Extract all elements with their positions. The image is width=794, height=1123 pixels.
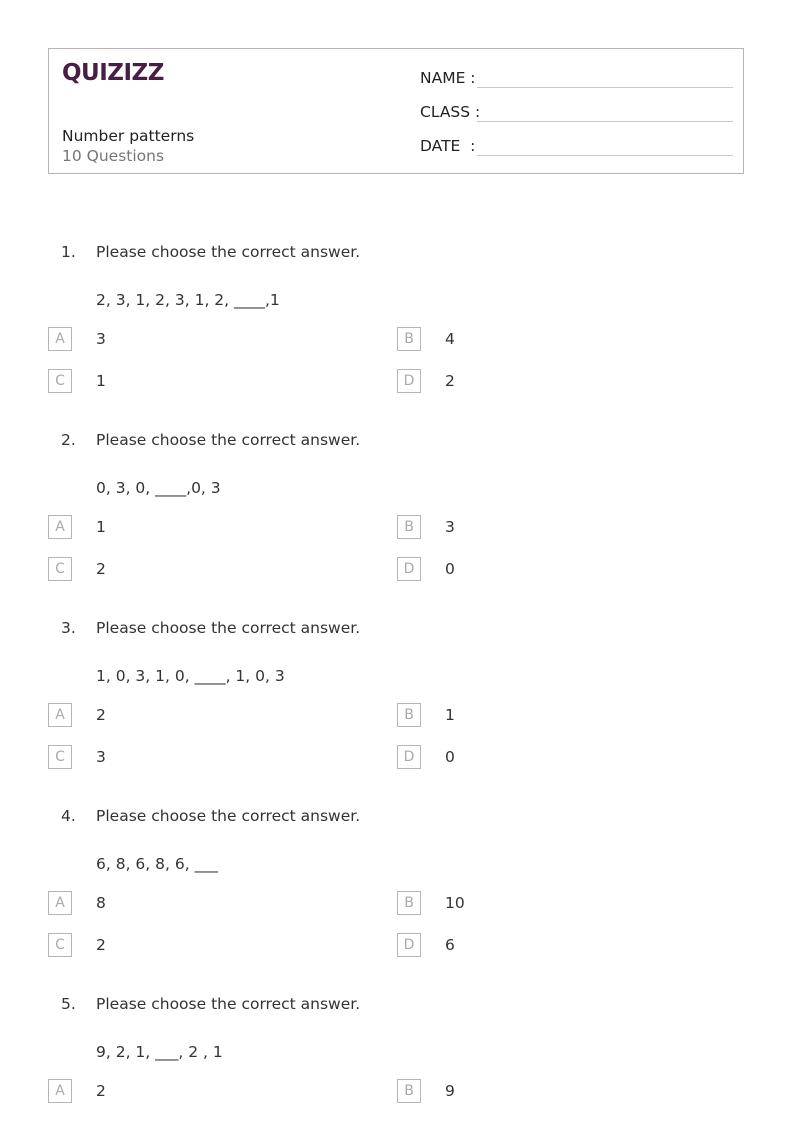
option-letter-box[interactable]: B	[397, 891, 421, 915]
option-a[interactable]	[48, 327, 348, 351]
quizizz-logo: QUIZIZZ	[62, 60, 164, 86]
option-letter-box[interactable]: B	[397, 703, 421, 727]
option-text: 2	[96, 936, 106, 954]
option-text: 1	[96, 372, 106, 390]
question-number: 2.	[61, 431, 76, 449]
option-text: 9	[445, 1082, 455, 1100]
question-prompt: Please choose the correct answer.	[96, 995, 361, 1013]
question-1	[0, 242, 794, 430]
option-d[interactable]	[397, 557, 697, 581]
class-line[interactable]	[477, 121, 733, 122]
option-a[interactable]	[48, 515, 348, 539]
date-line[interactable]	[477, 155, 733, 156]
class-field[interactable]	[420, 102, 733, 124]
question-sequence: 6, 8, 6, 8, 6, ___	[96, 855, 218, 873]
option-letter-box[interactable]: A	[48, 891, 72, 915]
option-c[interactable]	[48, 557, 348, 581]
option-letter-box[interactable]: B	[397, 515, 421, 539]
question-sequence: 0, 3, 0, ____,0, 3	[96, 479, 221, 497]
question-number: 3.	[61, 619, 76, 637]
question-number: 1.	[61, 243, 76, 261]
option-c[interactable]	[48, 745, 348, 769]
option-b[interactable]	[397, 515, 697, 539]
question-2	[0, 430, 794, 618]
option-text: 2	[96, 706, 106, 724]
option-text: 10	[445, 894, 465, 912]
option-letter-box[interactable]: B	[397, 1079, 421, 1103]
option-letter-box[interactable]: D	[397, 557, 421, 581]
worksheet-header	[48, 48, 744, 174]
question-prompt: Please choose the correct answer.	[96, 619, 361, 637]
option-c[interactable]	[48, 933, 348, 957]
question-sequence: 2, 3, 1, 2, 3, 1, 2, ____,1	[96, 291, 280, 309]
option-letter-box[interactable]: A	[48, 1079, 72, 1103]
option-letter-box[interactable]: D	[397, 933, 421, 957]
option-b[interactable]	[397, 891, 697, 915]
question-5	[0, 994, 794, 1123]
option-b[interactable]	[397, 327, 697, 351]
option-letter-box[interactable]: C	[48, 745, 72, 769]
option-text: 3	[96, 330, 106, 348]
option-letter-box[interactable]: C	[48, 557, 72, 581]
question-sequence: 1, 0, 3, 1, 0, ____, 1, 0, 3	[96, 667, 285, 685]
option-text: 2	[445, 372, 455, 390]
option-b[interactable]	[397, 703, 697, 727]
option-d[interactable]	[397, 933, 697, 957]
option-letter-box[interactable]: A	[48, 515, 72, 539]
name-label: NAME :	[420, 69, 476, 87]
question-number: 4.	[61, 807, 76, 825]
option-text: 3	[96, 748, 106, 766]
option-letter-box[interactable]: D	[397, 369, 421, 393]
option-letter-box[interactable]: A	[48, 703, 72, 727]
option-letter-box[interactable]: B	[397, 327, 421, 351]
question-sequence: 9, 2, 1, ___, 2 , 1	[96, 1043, 223, 1061]
option-text: 0	[445, 560, 455, 578]
option-letter-box[interactable]: A	[48, 327, 72, 351]
option-a[interactable]	[48, 703, 348, 727]
option-b[interactable]	[397, 1079, 697, 1103]
option-d[interactable]	[397, 745, 697, 769]
option-text: 2	[96, 560, 106, 578]
option-text: 2	[96, 1082, 106, 1100]
question-number: 5.	[61, 995, 76, 1013]
option-letter-box[interactable]: C	[48, 369, 72, 393]
option-letter-box[interactable]: C	[48, 933, 72, 957]
question-prompt: Please choose the correct answer.	[96, 431, 361, 449]
date-label: DATE :	[420, 137, 476, 155]
option-text: 1	[445, 706, 455, 724]
option-text: 4	[445, 330, 455, 348]
option-text: 3	[445, 518, 455, 536]
option-text: 8	[96, 894, 106, 912]
worksheet-title: Number patterns	[62, 127, 195, 145]
option-text: 0	[445, 748, 455, 766]
option-a[interactable]	[48, 891, 348, 915]
name-field[interactable]	[420, 68, 733, 90]
name-line[interactable]	[477, 87, 733, 88]
class-label: CLASS :	[420, 103, 481, 121]
option-d[interactable]	[397, 369, 697, 393]
option-text: 1	[96, 518, 106, 536]
question-prompt: Please choose the correct answer.	[96, 243, 361, 261]
question-3	[0, 618, 794, 806]
option-letter-box[interactable]: D	[397, 745, 421, 769]
question-4	[0, 806, 794, 994]
option-a[interactable]	[48, 1079, 348, 1103]
option-text: 6	[445, 936, 455, 954]
question-prompt: Please choose the correct answer.	[96, 807, 361, 825]
question-count: 10 Questions	[62, 147, 165, 165]
option-c[interactable]	[48, 369, 348, 393]
date-field[interactable]	[420, 136, 733, 158]
